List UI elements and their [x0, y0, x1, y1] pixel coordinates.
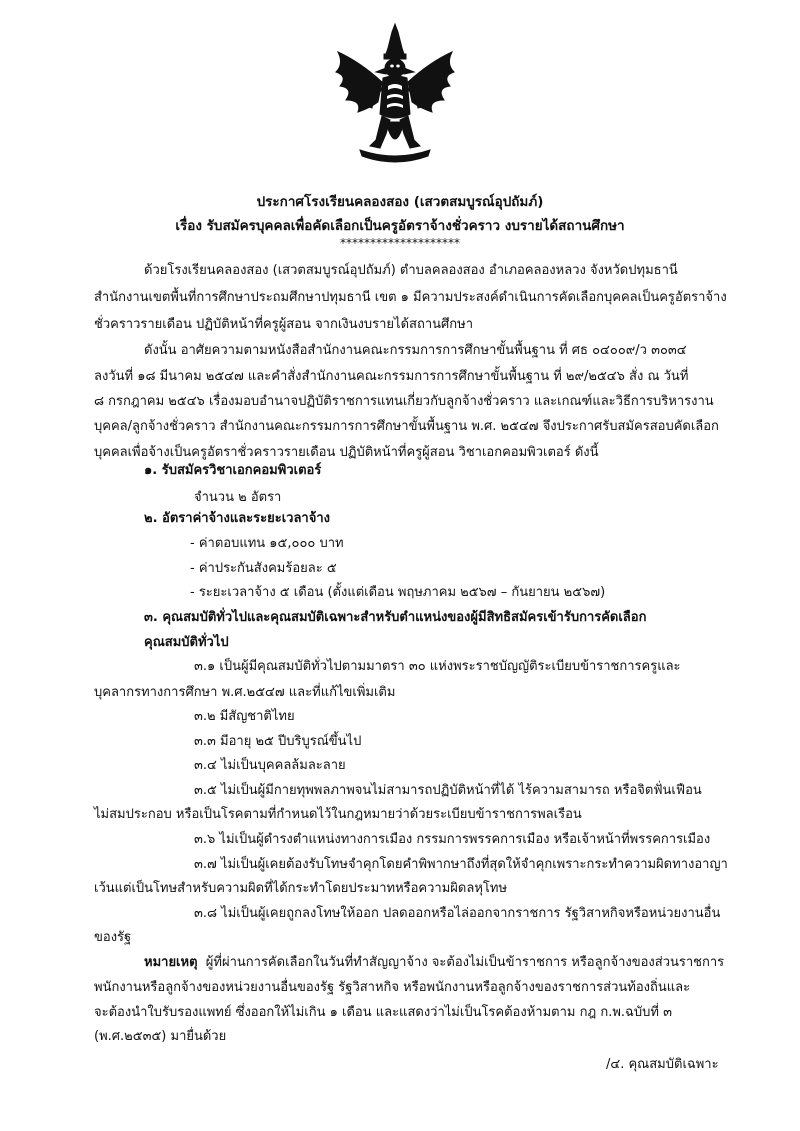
- section2-item-insurance: - ค่าประกันสังคมร้อยละ ๕: [190, 561, 337, 576]
- section2-heading: ๒. อัตราค่าจ้างและระยะเวลาจ้าง: [144, 511, 330, 526]
- qual-3-7-line1: ๓.๗ ไม่เป็นผู้เคยต้องรับโทษจำคุกโดยคำพิพากษาถึงที่สุดให้จำคุกเพราะกระทำความผิดทางอาญา: [194, 857, 728, 872]
- section3-heading: ๓. คุณสมบัติทั่วไปและคุณสมบัติเฉพาะสำหรับตำแหน่งของผู้มีสิทธิสมัครเข้ารับการคัดเลือก: [144, 610, 647, 625]
- announcement-subject: เรื่อง รับสมัครบุคคลเพื่อคัดเลือกเป็นครูอัตราจ้างชั่วคราว งบรายได้สถานศึกษา: [175, 218, 625, 234]
- qual-3-4: ๓.๔ ไม่เป็นบุคคลล้มละลาย: [194, 758, 346, 773]
- section2-item-duration: - ระยะเวลาจ้าง ๕ เดือน (ตั้งแต่เดือน พฤษภาคม ๒๕๖๗ – กันยายน ๒๕๖๗): [190, 585, 606, 600]
- note-line2: พนักงานหรือลูกจ้างของหน่วยงานอื่นของรัฐ รัฐวิสาหกิจ หรือพนักงานหรือลูกจ้างของราชการส่วนท้องถิ่นและ: [94, 980, 691, 995]
- divider-asterisks: ********************: [340, 236, 460, 250]
- note-text-1: ผู้ที่ผ่านการคัดเลือกในวันที่ทำสัญญาจ้าง จะต้องไม่เป็นข้าราชการ หรือลูกจ้างของส่วนราชการ: [205, 955, 725, 970]
- qual-3-8-line2: ของรัฐ: [94, 930, 132, 945]
- intro-p2-line3: ๘ กรกฎาคม ๒๕๔๖ เรื่องมอบอำนาจปฏิบัติราชการแทนเกี่ยวกับลูกจ้างชั่วคราว และเกณฑ์และวิธีการบริหารงาน: [94, 394, 714, 409]
- intro-p2-line1: ดังนั้น อาศัยความตามหนังสือสำนักงานคณะกรรมการการศึกษาขั้นพื้นฐาน ที่ ศธ ๐๔๐๐๙/ว ๓๐๓๔: [144, 343, 687, 358]
- section1-count: จำนวน ๒ อัตรา: [194, 490, 282, 505]
- section3-subheading: คุณสมบัติทั่วไป: [144, 635, 229, 650]
- section2-item-pay: - ค่าตอบแทน ๑๕,๐๐๐ บาท: [190, 536, 344, 551]
- intro-p2-line5: บุคคลเพื่อจ้างเป็นครูอัตราชั่วคราวรายเดือน ปฏิบัติหน้าที่ครูผู้สอน วิชาเอกคอมพิวเตอร์ ดังนี้: [94, 445, 599, 460]
- intro-p1-line1: ด้วยโรงเรียนคลองสอง (เสวตสมบูรณ์อุปถัมภ์) ตำบลคลองสอง อำเภอคลองหลวง จังหวัดปทุมธานี: [144, 263, 678, 278]
- note-line3: จะต้องนำใบรับรองแพทย์ ซึ่งออกให้ไม่เกิน ๑ เดือน และแสดงว่าไม่เป็นโรคต้องห้ามตาม กฎ ก.พ.ฉบับที่ ๓: [94, 1005, 672, 1020]
- qual-3-3: ๓.๓ มีอายุ ๒๕ ปีบริบูรณ์ขึ้นไป: [194, 734, 362, 749]
- note-line1: [144, 954, 724, 972]
- qual-3-5-line1: ๓.๕ ไม่เป็นผู้มีกายทุพพลภาพจนไม่สามารถปฏิบัติหน้าที่ได้ ไร้ความสามารถ หรือจิตฟั่นเฟือน: [194, 783, 702, 798]
- note-label: หมายเหตุ: [144, 955, 198, 970]
- announcement-title: ประกาศโรงเรียนคลองสอง (เสวตสมบูรณ์อุปถัมภ์): [256, 194, 544, 210]
- intro-p2-line4: บุคคล/ลูกจ้างชั่วคราว สำนักงานคณะกรรมการการศึกษาขั้นพื้นฐาน พ.ศ. ๒๕๔๗ จึงประกาศรับสมัครสอบคัดเลือก: [94, 419, 719, 434]
- continuation-marker: /๔. คุณสมบัติเฉพาะ: [606, 1057, 719, 1072]
- intro-p1-line2: สำนักงานเขตพื้นที่การศึกษาประถมศึกษาปทุมธานี เขต ๑ มีความประสงค์ดำเนินการคัดเลือกบุคคลเป็นครูอัตราจ้าง: [94, 290, 727, 305]
- qual-3-7-line2: เว้นแต่เป็นโทษสำหรับความผิดที่ได้กระทำโดยประมาทหรือความผิดลหุโทษ: [94, 881, 508, 896]
- qual-3-6: ๓.๖ ไม่เป็นผู้ดำรงตำแหน่งทางการเมือง กรรมการพรรคการเมือง หรือเจ้าหน้าที่พรรคการเมือง: [194, 832, 711, 847]
- intro-p1-line3: ชั่วคราวรายเดือน ปฏิบัติหน้าที่ครูผู้สอน จากเงินงบรายได้สถานศึกษา: [94, 317, 473, 332]
- garuda-emblem-icon: [330, 22, 460, 172]
- note-line4: (พ.ศ.๒๕๓๕) มายื่นด้วย: [94, 1029, 227, 1044]
- qual-3-2: ๓.๒ มีสัญชาติไทย: [194, 709, 295, 724]
- qual-3-5-line2: ไม่สมประกอบ หรือเป็นโรคตามที่กำหนดไว้ในกฎหมายว่าด้วยระเบียบข้าราชการพลเรือน: [94, 807, 582, 822]
- intro-p2-line2: ลงวันที่ ๑๘ มีนาคม ๒๕๔๗ และคำสั่งสำนักงานคณะกรรมการการศึกษาขั้นพื้นฐาน ที่ ๒๙/๒๕๔๖ สั่ง ณ วันที่: [94, 369, 689, 384]
- qual-3-1-line2: บุคลากรทางการศึกษา พ.ศ.๒๕๔๗ และที่แก้ไขเพิ่มเติม: [94, 685, 396, 700]
- qual-3-8-line1: ๓.๘ ไม่เป็นผู้เคยถูกลงโทษให้ออก ปลดออกหรือไล่ออกจากราชการ รัฐวิสาหกิจหรือหน่วยงานอื่น: [194, 906, 721, 921]
- qual-3-1-line1: ๓.๑ เป็นผู้มีคุณสมบัติทั่วไปตามมาตรา ๓๐ แห่งพระราชบัญญัติระเบียบข้าราชการครูและ: [194, 659, 681, 674]
- section1-heading: ๑. รับสมัครวิชาเอกคอมพิวเตอร์: [144, 463, 322, 478]
